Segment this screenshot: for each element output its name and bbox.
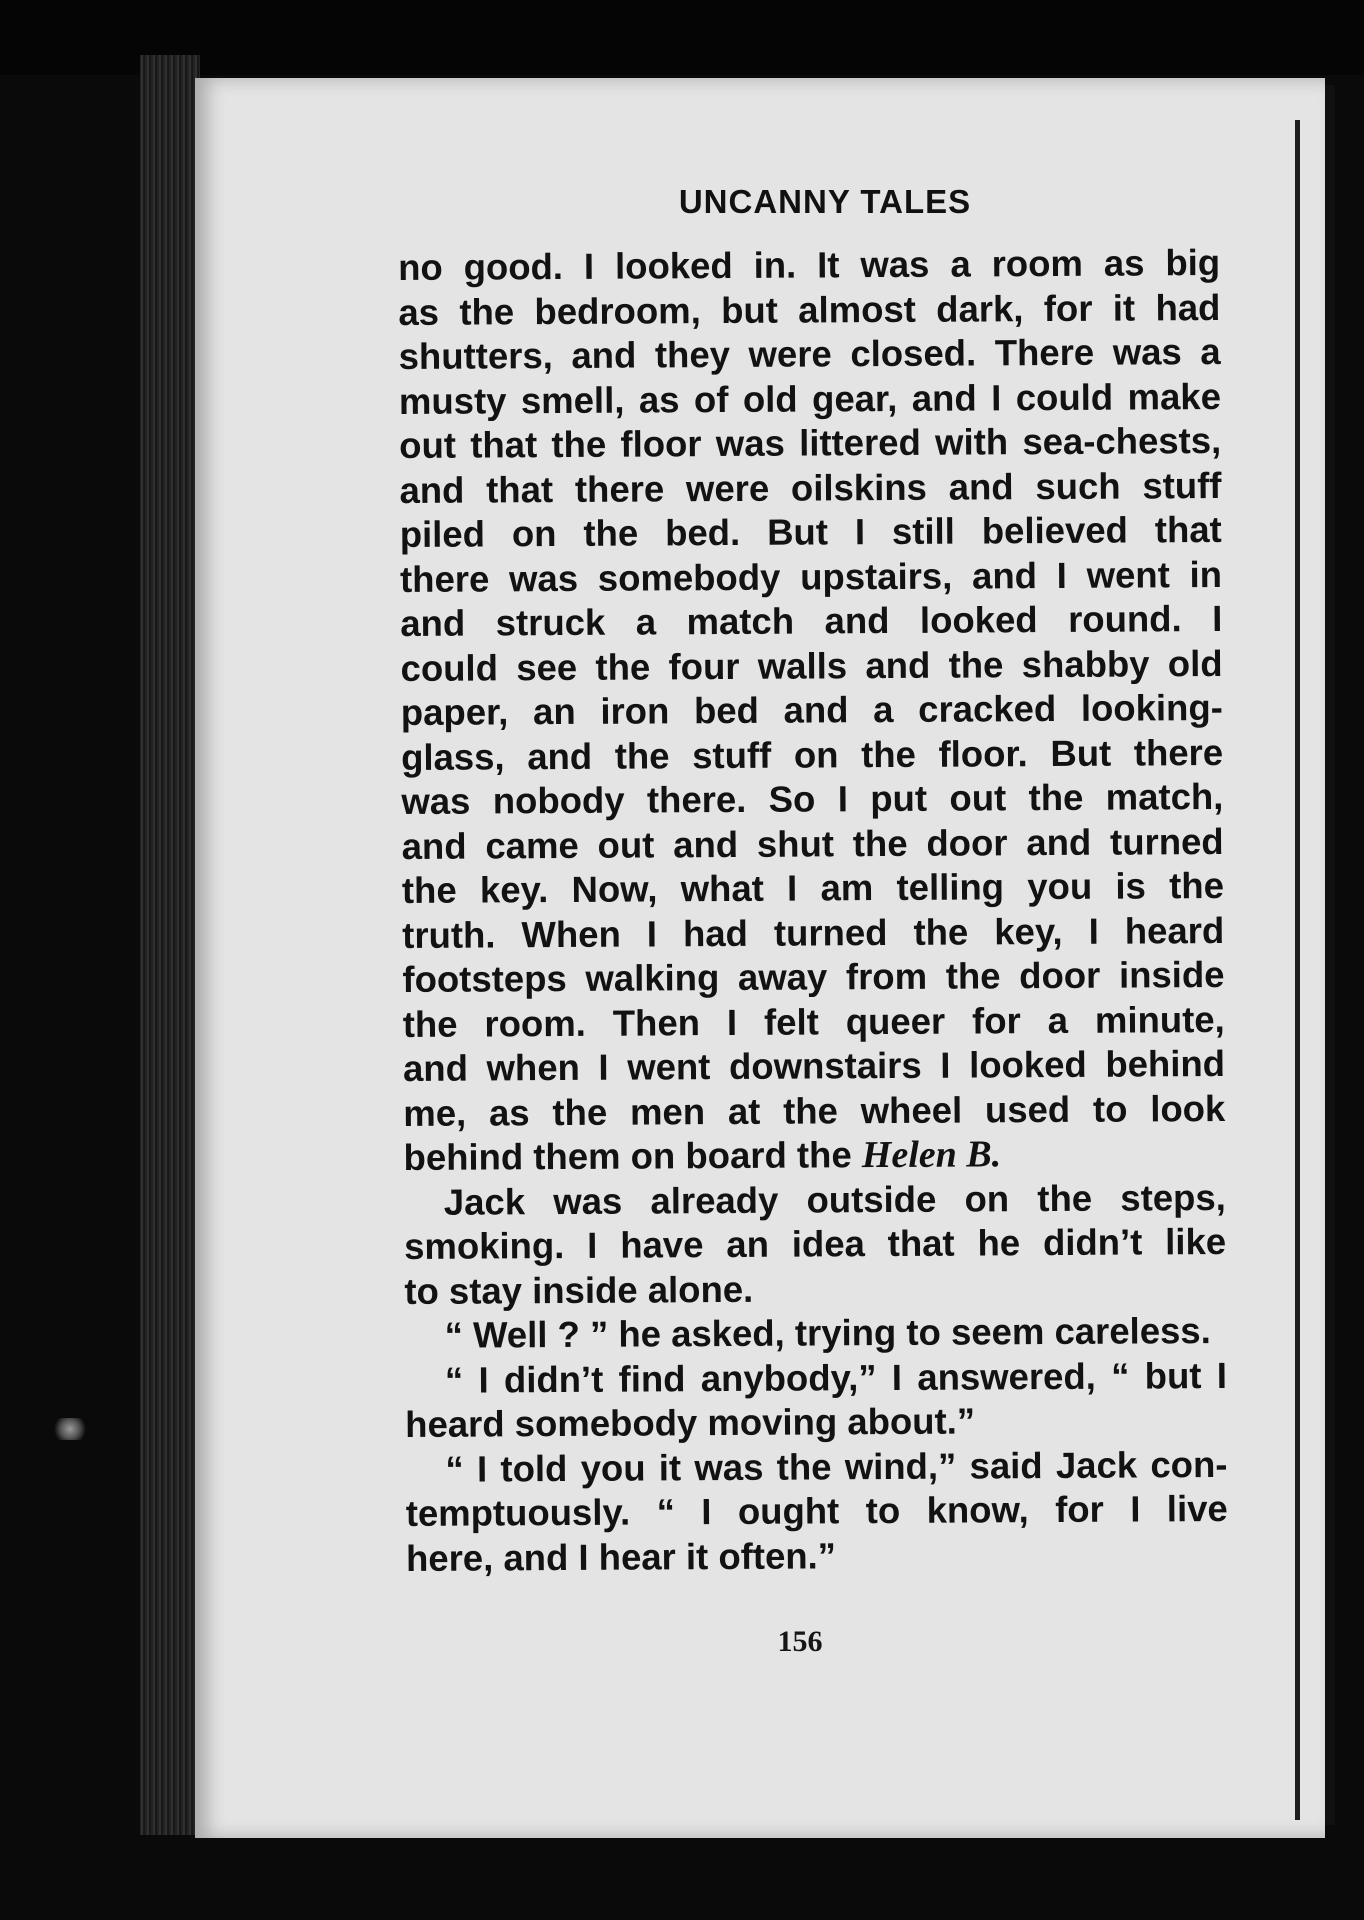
page-gutter-line	[1295, 120, 1300, 1820]
text-line: me, as the men at the wheel used to look	[403, 1087, 1226, 1134]
text-line: the key. Now, what I am telling you is the	[401, 864, 1225, 911]
text-line: to stay inside alone.	[404, 1268, 754, 1312]
text-fragment: behind them on board the	[403, 1134, 862, 1178]
text-line: as the bedroom, but almost dark, for it had	[398, 286, 1221, 333]
text-line: and came out and shut the door and turned	[401, 820, 1224, 867]
text-line: and struck a match and looked round. I	[400, 597, 1223, 644]
text-line: here, and I hear it often.”	[405, 1534, 837, 1579]
scan-speck	[50, 1418, 90, 1440]
text-line: heard somebody moving about.”	[405, 1400, 976, 1445]
text-line: paper, an iron bed and a cracked looking-	[400, 686, 1223, 733]
body-text	[398, 241, 1228, 1581]
text-line-helen	[403, 1131, 1225, 1181]
text-line: and that there were oilskins and such stuff	[399, 464, 1222, 511]
paragraph-start-line: Jack was already outside on the steps,	[443, 1176, 1226, 1223]
text-line: footsteps walking away from the door inside	[402, 953, 1225, 1000]
text-line: was nobody there. So I put out the match,	[401, 775, 1224, 822]
scan-background-top	[0, 0, 1364, 75]
text-line: shutters, and they were closed. There was a	[398, 330, 1221, 377]
text-line: and when I went downstairs I looked behind	[402, 1042, 1226, 1089]
running-head: UNCANNY TALES	[678, 183, 972, 220]
text-line: temptuously. “ I ought to know, for I live	[405, 1487, 1228, 1534]
text-line: the room. Then I felt queer for a minute,	[402, 998, 1225, 1045]
page-right-edge	[1325, 85, 1335, 1825]
text-line: piled on the bed. But I still believed that	[399, 508, 1222, 555]
text-line: no good. I looked in. It was a room as big	[398, 241, 1221, 288]
text-line: out that the floor was littered with sea-chests,	[399, 419, 1222, 466]
ship-name-italic: Helen B.	[861, 1133, 1002, 1177]
text-line: there was somebody upstairs, and I went in	[399, 553, 1223, 600]
text-line: could see the four walls and the shabby old	[400, 642, 1223, 689]
paragraph-start-line: “ I told you it was the wind,” said Jack con-	[445, 1443, 1228, 1490]
book-page-edges	[140, 55, 200, 1835]
text-line: truth. When I had turned the key, I heard	[402, 909, 1225, 956]
text-line: musty smell, as of old gear, and I could make	[398, 375, 1222, 422]
page-number: 156	[777, 1625, 823, 1658]
paragraph-start-line: “ Well ? ” he asked, trying to seem careless.	[444, 1310, 1211, 1356]
text-line: smoking. I have an idea that he didn’t like	[403, 1220, 1227, 1267]
text-line: glass, and the stuff on the floor. But there	[400, 731, 1224, 778]
paragraph-start-line: “ I didn’t find anybody,” I answered, “ but I	[444, 1354, 1228, 1401]
